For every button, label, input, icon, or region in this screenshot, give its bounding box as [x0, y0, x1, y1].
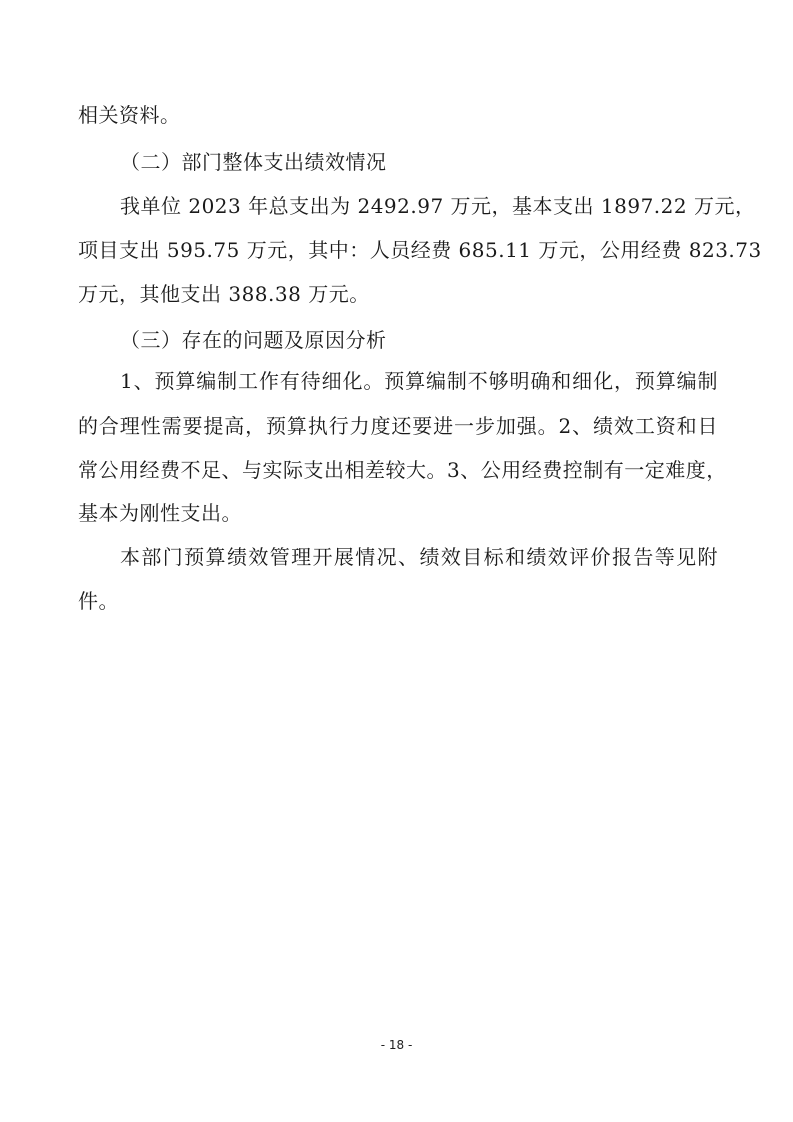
paragraph-line: 1、预算编制工作有待细化。预算编制不够明确和细化，预算编制 — [120, 369, 718, 393]
paragraph-line: 的合理性需要提高，预算执行力度还要进一步加强。2、绩效工资和日 — [78, 414, 718, 438]
page-number: - 18 - — [380, 1038, 413, 1052]
section-heading: （二）部门整体支出绩效情况 — [120, 150, 387, 174]
paragraph-line: 项目支出 595.75 万元，其中：人员经费 685.11 万元，公用经费 823.73 — [78, 238, 762, 262]
paragraph-line: 基本为刚性支出。 — [78, 501, 242, 525]
paragraph-line: 相关资料。 — [78, 103, 181, 127]
paragraph-line: 本部门预算绩效管理开展情况、绩效目标和绩效评价报告等见附 — [120, 545, 718, 569]
paragraph-line: 我单位 2023 年总支出为 2492.97 万元，基本支出 1897.22 万元， — [120, 194, 756, 218]
paragraph-line: 万元，其他支出 388.38 万元。 — [78, 282, 370, 306]
paragraph-line: 件。 — [78, 589, 119, 613]
section-heading: （三）存在的问题及原因分析 — [120, 328, 387, 352]
paragraph-line: 常公用经费不足、与实际支出相差较大。3、公用经费控制有一定难度， — [78, 458, 727, 482]
